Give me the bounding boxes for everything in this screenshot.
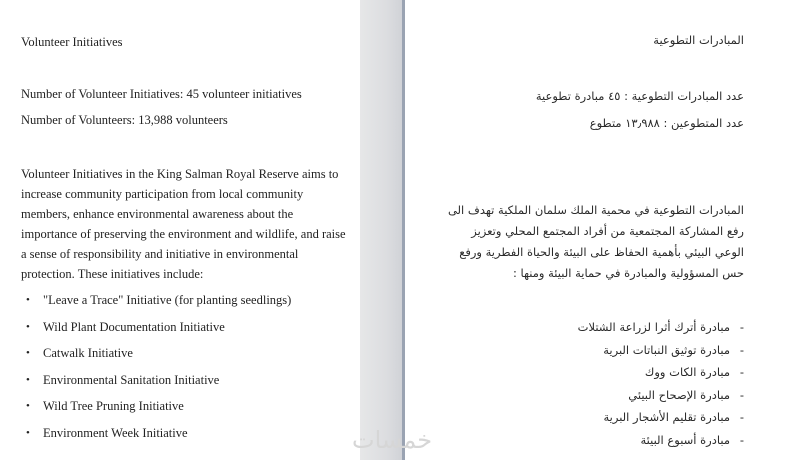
list-item: - مبادرة أسبوع البيئة xyxy=(640,432,744,447)
page-gutter xyxy=(360,0,404,460)
arabic-page xyxy=(405,0,800,460)
dash-icon: - xyxy=(739,432,744,447)
bullet-icon: • xyxy=(26,373,30,386)
page-title: Volunteer Initiatives xyxy=(21,35,123,49)
initiatives-count: Number of Volunteer Initiatives: 45 volunteer initiatives xyxy=(21,87,302,101)
page-title-arabic: المبادرات التطوعية xyxy=(653,33,744,47)
bullet-icon: • xyxy=(26,426,30,439)
watermark-logo: خمسات xyxy=(352,426,433,454)
list-item: - مبادرة تقليم الأشجار البرية xyxy=(603,410,744,424)
dash-icon: - xyxy=(739,410,744,424)
volunteers-count-arabic: عدد المتطوعين : ١٣٫٩٨٨ متطوع xyxy=(589,116,744,130)
description-paragraph: Volunteer Initiatives in the King Salman Royal Reserve aims to increase community participation from local community members, enhance environmental awareness about the importance of preserving the environment and wildlife, and raise a sense of responsibility and initiative in environmental protection. These initiatives include: xyxy=(21,167,346,281)
initiatives-count-arabic: عدد المبادرات التطوعية : ٤٥ مبادرة تطوعية xyxy=(535,89,744,103)
list-item: - مبادرة الكات ووك xyxy=(644,365,744,379)
description-paragraph-arabic: المبادرات التطوعية في محمية الملك سلمان الملكية تهدف الى رفع المشاركة المجتمعية من أفراد المجتمع المحلي وتعزيز الوعي البيئي بأهمية الحفاظ على البيئة والحياة الفطرية ورفع حس المسؤولية والمبادرة في حماية البيئة ومنها : xyxy=(447,203,744,280)
list-item: • Environmental Sanitation Initiative xyxy=(26,372,220,387)
bullet-icon: • xyxy=(26,320,30,333)
bullet-icon: • xyxy=(26,347,30,359)
list-item: - مبادرة أترك أثرا لزراعة الشتلات xyxy=(577,320,744,334)
bullet-icon: • xyxy=(26,294,30,306)
list-item: - مبادرة الإصحاح البيئي xyxy=(628,387,744,402)
initiatives-list xyxy=(21,291,291,450)
dash-icon: - xyxy=(739,342,744,357)
list-item: • "Leave a Trace" Initiative (for planting seedlings) xyxy=(26,293,292,307)
initiatives-list-arabic xyxy=(578,318,744,453)
list-item: • Wild Tree Pruning Initiative xyxy=(26,399,184,413)
dash-icon: - xyxy=(739,387,744,402)
list-item: • Wild Plant Documentation Initiative xyxy=(26,319,225,334)
list-item: • Environment Week Initiative xyxy=(26,425,188,440)
english-page xyxy=(0,0,360,460)
list-item: - مبادرة توثيق النباتات البرية xyxy=(603,342,744,357)
list-item: • Catwalk Initiative xyxy=(26,346,133,360)
bullet-icon: • xyxy=(26,400,30,412)
volunteers-count: Number of Volunteers: 13,988 volunteers xyxy=(21,113,228,127)
dash-icon: - xyxy=(739,365,744,379)
dash-icon: - xyxy=(739,320,744,334)
